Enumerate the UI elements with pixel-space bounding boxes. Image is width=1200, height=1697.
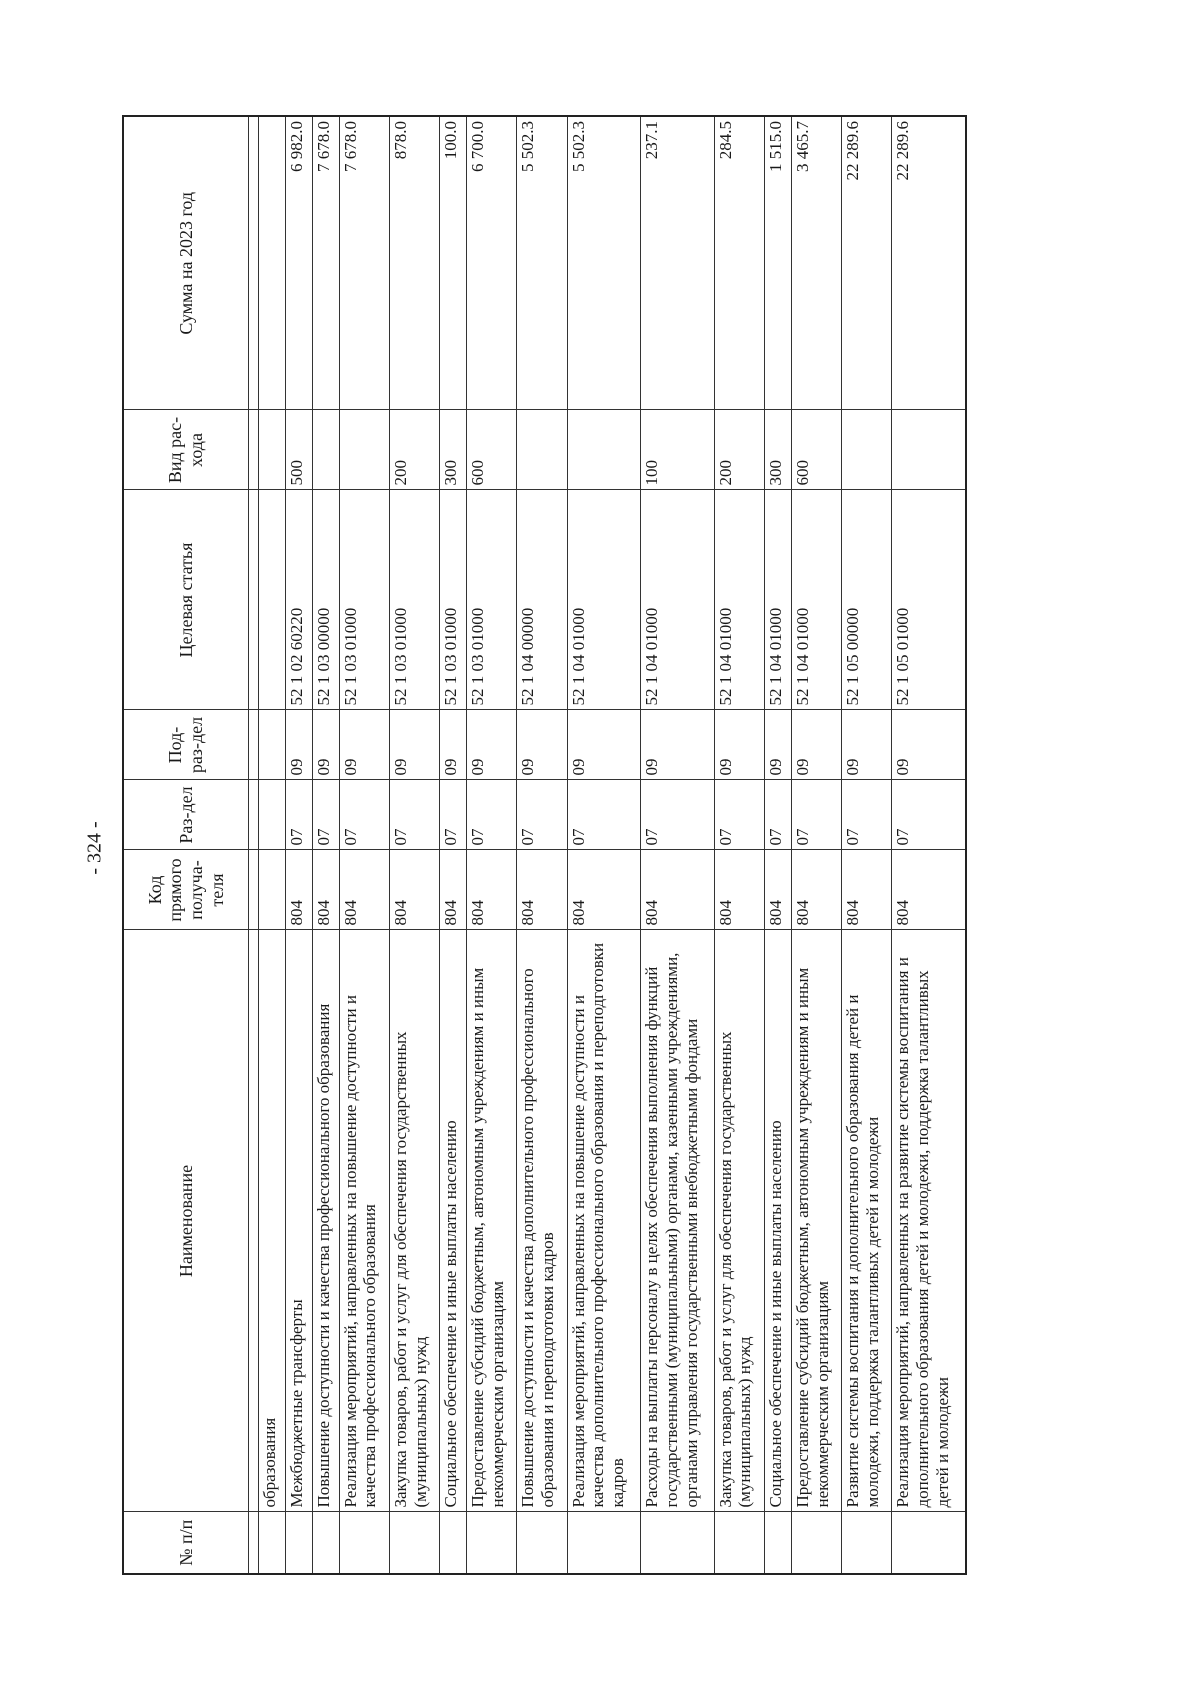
table-row <box>842 116 892 1574</box>
row-number <box>312 1512 339 1574</box>
spacer-row <box>249 116 259 1574</box>
row-article: 52 1 03 01000 <box>339 490 389 710</box>
row-section: 07 <box>567 780 641 850</box>
row-subsection: 09 <box>517 710 567 780</box>
row-expense: 600 <box>467 410 517 490</box>
row-amount: 7 678.0 <box>339 116 389 410</box>
row-section: 07 <box>285 780 312 850</box>
row-amount: 284.5 <box>714 116 764 410</box>
row-recipient: 804 <box>389 850 439 930</box>
row-name: Реализация мероприятий, направленных на повышение доступности и качества профессионального образования <box>339 930 389 1512</box>
row-number <box>339 1512 389 1574</box>
row-amount: 5 502.3 <box>567 116 641 410</box>
row-number <box>567 1512 641 1574</box>
row-name: Предоставление субсидий бюджетным, автономным учреждениям и иным некоммерческим организациям <box>467 930 517 1512</box>
row-subsection: 09 <box>389 710 439 780</box>
row-subsection: 09 <box>567 710 641 780</box>
row-recipient: 804 <box>312 850 339 930</box>
row-section: 07 <box>440 780 467 850</box>
row-recipient <box>259 850 286 930</box>
row-recipient: 804 <box>791 850 841 930</box>
row-section <box>259 780 286 850</box>
row-number <box>440 1512 467 1574</box>
table-row <box>285 116 312 1574</box>
row-amount: 7 678.0 <box>312 116 339 410</box>
page-number: - 324 - <box>83 821 106 875</box>
rotated-table-wrapper <box>122 117 967 1575</box>
row-article: 52 1 03 01000 <box>467 490 517 710</box>
header-amount: Сумма на 2023 год <box>123 116 249 410</box>
row-amount: 6 700.0 <box>467 116 517 410</box>
row-article: 52 1 04 01000 <box>791 490 841 710</box>
table-row <box>259 116 286 1574</box>
row-recipient: 804 <box>641 850 715 930</box>
row-amount: 3 465.7 <box>791 116 841 410</box>
table-row <box>339 116 389 1574</box>
table-row <box>567 116 641 1574</box>
row-section: 07 <box>339 780 389 850</box>
header-num: № п/п <box>123 1512 249 1574</box>
table-row <box>764 116 791 1574</box>
row-name: Развитие системы воспитания и дополнительного образования детей и молодежи, поддержка талантливых детей и молодежи <box>842 930 892 1512</box>
row-name: Межбюджетные трансферты <box>285 930 312 1512</box>
row-recipient: 804 <box>339 850 389 930</box>
row-name: Социальное обеспечение и иные выплаты населению <box>440 930 467 1512</box>
row-expense <box>567 410 641 490</box>
row-expense <box>892 410 966 490</box>
row-article: 52 1 04 01000 <box>567 490 641 710</box>
row-amount: 1 515.0 <box>764 116 791 410</box>
header-name: Наименование <box>123 930 249 1512</box>
row-amount: 6 982.0 <box>285 116 312 410</box>
header-subsection: Под-раз-дел <box>123 710 249 780</box>
row-article: 52 1 03 01000 <box>440 490 467 710</box>
row-article: 52 1 05 01000 <box>892 490 966 710</box>
row-subsection: 09 <box>285 710 312 780</box>
row-number <box>842 1512 892 1574</box>
table-row <box>641 116 715 1574</box>
row-number <box>259 1512 286 1574</box>
row-subsection: 09 <box>714 710 764 780</box>
row-article: 52 1 04 01000 <box>714 490 764 710</box>
row-subsection: 09 <box>764 710 791 780</box>
row-expense <box>339 410 389 490</box>
row-section: 07 <box>389 780 439 850</box>
row-name: Предоставление субсидий бюджетным, автономным учреждениям и иным некоммерческим организациям <box>791 930 841 1512</box>
row-recipient: 804 <box>517 850 567 930</box>
row-subsection: 09 <box>842 710 892 780</box>
row-expense <box>312 410 339 490</box>
table-row <box>892 116 966 1574</box>
header-row <box>123 116 249 1574</box>
row-expense: 300 <box>764 410 791 490</box>
row-expense: 200 <box>714 410 764 490</box>
row-number <box>764 1512 791 1574</box>
row-expense <box>517 410 567 490</box>
table-row <box>714 116 764 1574</box>
row-section: 07 <box>467 780 517 850</box>
row-amount: 100.0 <box>440 116 467 410</box>
row-subsection: 09 <box>467 710 517 780</box>
table-row <box>791 116 841 1574</box>
table-row <box>467 116 517 1574</box>
row-number <box>641 1512 715 1574</box>
row-number <box>714 1512 764 1574</box>
header-article: Целевая статья <box>123 490 249 710</box>
row-name: Расходы на выплаты персоналу в целях обеспечения выполнения функций государственными (муниципальными) органами, казенными учреждениями, органами управления государственными внебюджетными фондами <box>641 930 715 1512</box>
row-name: образования <box>259 930 286 1512</box>
row-name: Повышение доступности и качества дополнительного профессионального образования и переподготовки кадров <box>517 930 567 1512</box>
row-expense: 500 <box>285 410 312 490</box>
row-article: 52 1 03 01000 <box>389 490 439 710</box>
row-section: 07 <box>641 780 715 850</box>
row-subsection <box>259 710 286 780</box>
row-amount: 878.0 <box>389 116 439 410</box>
row-section: 07 <box>842 780 892 850</box>
header-expense: Вид рас-хода <box>123 410 249 490</box>
row-recipient: 804 <box>440 850 467 930</box>
row-amount: 22 289.6 <box>892 116 966 410</box>
row-number <box>285 1512 312 1574</box>
row-recipient: 804 <box>467 850 517 930</box>
row-section: 07 <box>714 780 764 850</box>
row-recipient: 804 <box>892 850 966 930</box>
table-row <box>440 116 467 1574</box>
row-recipient: 804 <box>714 850 764 930</box>
row-expense: 200 <box>389 410 439 490</box>
row-expense <box>259 410 286 490</box>
row-section: 07 <box>312 780 339 850</box>
table-row <box>517 116 567 1574</box>
row-number <box>389 1512 439 1574</box>
row-recipient: 804 <box>842 850 892 930</box>
row-subsection: 09 <box>339 710 389 780</box>
row-recipient: 804 <box>285 850 312 930</box>
budget-table <box>122 115 967 1575</box>
row-subsection: 09 <box>892 710 966 780</box>
row-expense <box>842 410 892 490</box>
row-expense: 100 <box>641 410 715 490</box>
row-subsection: 09 <box>641 710 715 780</box>
row-number <box>467 1512 517 1574</box>
row-section: 07 <box>764 780 791 850</box>
row-name: Повышение доступности и качества профессионального образования <box>312 930 339 1512</box>
row-article: 52 1 02 60220 <box>285 490 312 710</box>
row-name: Реализация мероприятий, направленных на повышение доступности и качества дополнительного профессионального образования и переподготовки кадров <box>567 930 641 1512</box>
table-row <box>312 116 339 1574</box>
row-subsection: 09 <box>312 710 339 780</box>
table-row <box>389 116 439 1574</box>
row-number <box>517 1512 567 1574</box>
row-amount: 237.1 <box>641 116 715 410</box>
row-article: 52 1 03 00000 <box>312 490 339 710</box>
row-number <box>791 1512 841 1574</box>
row-recipient: 804 <box>567 850 641 930</box>
row-name: Реализация мероприятий, направленных на развитие системы воспитания и дополнительного образования детей и молодежи, поддержка талантливых детей и молодежи <box>892 930 966 1512</box>
row-amount: 22 289.6 <box>842 116 892 410</box>
row-article: 52 1 04 01000 <box>764 490 791 710</box>
row-amount <box>259 116 286 410</box>
row-expense: 300 <box>440 410 467 490</box>
row-name: Закупка товаров, работ и услуг для обеспечения государственных (муниципальных) нужд <box>714 930 764 1512</box>
row-article: 52 1 04 01000 <box>641 490 715 710</box>
row-number <box>892 1512 966 1574</box>
row-article: 52 1 04 00000 <box>517 490 567 710</box>
row-amount: 5 502.3 <box>517 116 567 410</box>
row-section: 07 <box>517 780 567 850</box>
header-section: Раз-дел <box>123 780 249 850</box>
row-article: 52 1 05 00000 <box>842 490 892 710</box>
row-section: 07 <box>791 780 841 850</box>
row-recipient: 804 <box>764 850 791 930</box>
row-name: Закупка товаров, работ и услуг для обеспечения государственных (муниципальных) нужд <box>389 930 439 1512</box>
row-subsection: 09 <box>791 710 841 780</box>
row-article <box>259 490 286 710</box>
row-name: Социальное обеспечение и иные выплаты населению <box>764 930 791 1512</box>
row-expense: 600 <box>791 410 841 490</box>
row-subsection: 09 <box>440 710 467 780</box>
row-section: 07 <box>892 780 966 850</box>
header-recipient: Код прямого получа-теля <box>123 850 249 930</box>
